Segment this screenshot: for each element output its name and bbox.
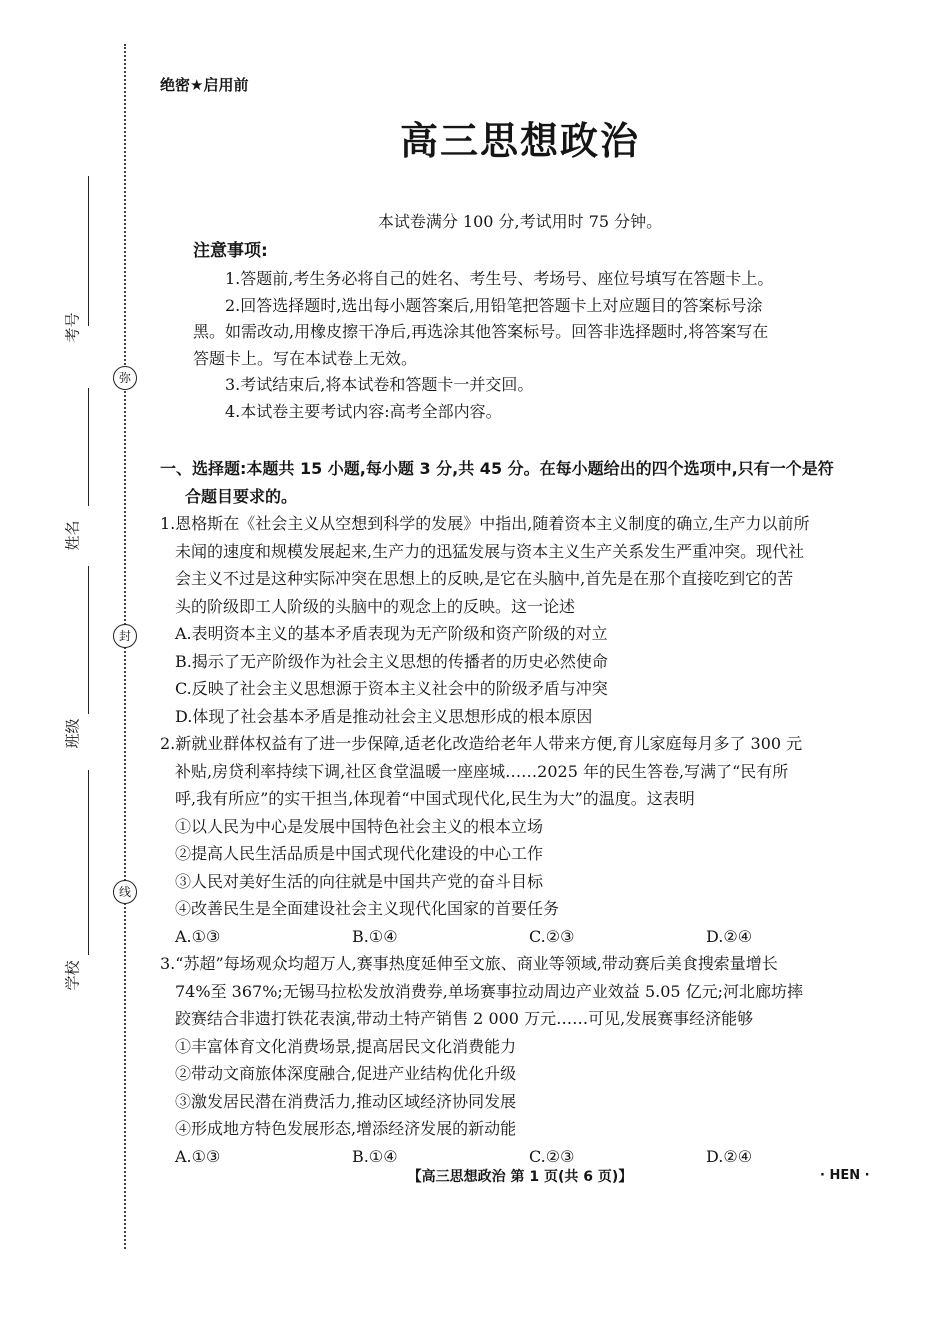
statement: ③激发居民潜在消费活力,推动区域经济协同发展 <box>175 1091 517 1111</box>
class-line <box>88 566 89 714</box>
notice-heading: 注意事项: <box>193 241 268 261</box>
statement: ②带动文商旅体深度融合,促进产业结构优化升级 <box>175 1064 517 1083</box>
school-label: 学校 <box>63 960 82 991</box>
question-stem: 未闻的速度和规模发展起来,生产力的迅猛发展与资本主义生产关系发生严重冲突。现代社 <box>175 541 805 561</box>
confidential-label: 绝密★启用前 <box>160 76 249 94</box>
option-b: B.揭示了无产阶级作为社会主义思想的传播者的历史必然使命 <box>175 651 608 671</box>
choice-b: B.①④ <box>352 926 398 946</box>
notice-item: 黑。如需改动,用橡皮擦干净后,再选涂其他答案标号。回答非选择题时,将答案写在 <box>193 322 769 341</box>
choice-b: B.①④ <box>352 1146 398 1166</box>
choice-c: C.②③ <box>529 926 575 946</box>
statement: ④形成地方特色发展形态,增添经济发展的新动能 <box>175 1119 517 1138</box>
option-a: A.表明资本主义的基本矛盾表现为无产阶级和资产阶级的对立 <box>175 624 608 643</box>
exam-info: 本试卷满分 100 分,考试用时 75 分钟。 <box>377 212 663 231</box>
notice-item: 4.本试卷主要考试内容:高考全部内容。 <box>225 401 502 421</box>
paper-code: · HEN · <box>820 1168 870 1183</box>
seal-mark-xian: 线 <box>113 880 137 904</box>
question-3 <box>160 950 885 1170</box>
notice-item: 3.考试结束后,将本试卷和答题卡一并交回。 <box>225 375 534 394</box>
question-stem: 呼,我有所应”的实干担当,体现着“中国式现代化,民生为大”的温度。这表明 <box>175 789 695 808</box>
page-footer: 【高三思想政治 第 1 页(共 6 页)】 <box>407 1169 633 1185</box>
question-stem: 头的阶级即工人阶级的头脑中的观念上的反映。这一论述 <box>175 596 576 616</box>
statement: ①以人民为中心是发展中国特色社会主义的根本立场 <box>175 816 544 836</box>
exam-number-label: 考号 <box>63 312 82 343</box>
question-stem: 2.新就业群体权益有了进一步保障,适老化改造给老年人带来方便,育儿家庭每月多了 300 元 <box>160 734 803 753</box>
option-c: C.反映了社会主义思想源于资本主义社会中的阶级矛盾与冲突 <box>175 679 608 698</box>
name-line <box>88 388 89 506</box>
notice-item: 2.回答选择题时,选出每小题答案后,用铅笔把答题卡上对应题目的答案标号涂 <box>225 295 763 315</box>
question-1 <box>160 510 885 730</box>
question-stem: 补贴,房贷利率持续下调,社区食堂温暖一座座城……2025 年的民生答卷,写满了“民有所 <box>175 761 789 781</box>
question-stem: 跤赛结合非遗打铁花表演,带动土特产销售 2 000 万元……可见,发展赛事经济能够 <box>175 1009 754 1028</box>
choice-a: A.①③ <box>175 926 221 946</box>
choice-c: C.②③ <box>529 1146 575 1166</box>
page-title: 高三思想政治 <box>399 119 640 163</box>
statement: ②提高人民生活品质是中国式现代化建设的中心工作 <box>175 844 544 863</box>
section-heading: 一、选择题:本题共 15 小题,每小题 3 分,共 45 分。在每小题给出的四个选项中,只有一个是符 <box>160 459 834 478</box>
question-content <box>160 455 885 1170</box>
notice-list <box>193 266 853 425</box>
choice-a: A.①③ <box>175 1146 221 1166</box>
choice-d: D.②④ <box>706 926 753 946</box>
option-d: D.体现了社会基本矛盾是推动社会主义思想形成的根本原因 <box>175 706 593 726</box>
school-line <box>88 770 89 955</box>
question-stem: 1.恩格斯在《社会主义从空想到科学的发展》中指出,随着资本主义制度的确立,生产力以前所 <box>160 514 810 533</box>
name-label: 姓名 <box>63 520 82 551</box>
question-stem: 会主义不过是这种实际冲突在思想上的反映,是它在头脑中,首先是在那个直接吃到它的苦 <box>175 569 794 588</box>
statement: ③人民对美好生活的向往就是中国共产党的奋斗目标 <box>175 871 544 891</box>
seal-mark-mi: 弥 <box>113 366 137 390</box>
question-stem: 3.“苏超”每场观众均超万人,赛事热度延伸至文旅、商业等领域,带动赛后美食搜索量增长 <box>160 954 778 973</box>
question-2 <box>160 730 885 950</box>
question-stem: 74%至 367%;无锡马拉松发放消费券,单场赛事拉动周边产业效益 5.05 亿元;河北廊坊摔 <box>175 981 804 1001</box>
choice-d: D.②④ <box>706 1146 753 1166</box>
statement: ①丰富体育文化消费场景,提高居民文化消费能力 <box>175 1036 517 1056</box>
class-label: 班级 <box>63 718 82 749</box>
statement: ④改善民生是全面建设社会主义现代化国家的首要任务 <box>175 899 560 918</box>
seal-mark-feng: 封 <box>113 624 137 648</box>
answer-choices <box>160 923 885 951</box>
notice-item: 1.答题前,考生务必将自己的姓名、考生号、考场号、座位号填写在答题卡上。 <box>225 269 774 288</box>
notice-item: 答题卡上。写在本试卷上无效。 <box>193 348 418 368</box>
exam-number-line <box>88 176 89 326</box>
section-heading-cont: 合题目要求的。 <box>185 486 298 506</box>
